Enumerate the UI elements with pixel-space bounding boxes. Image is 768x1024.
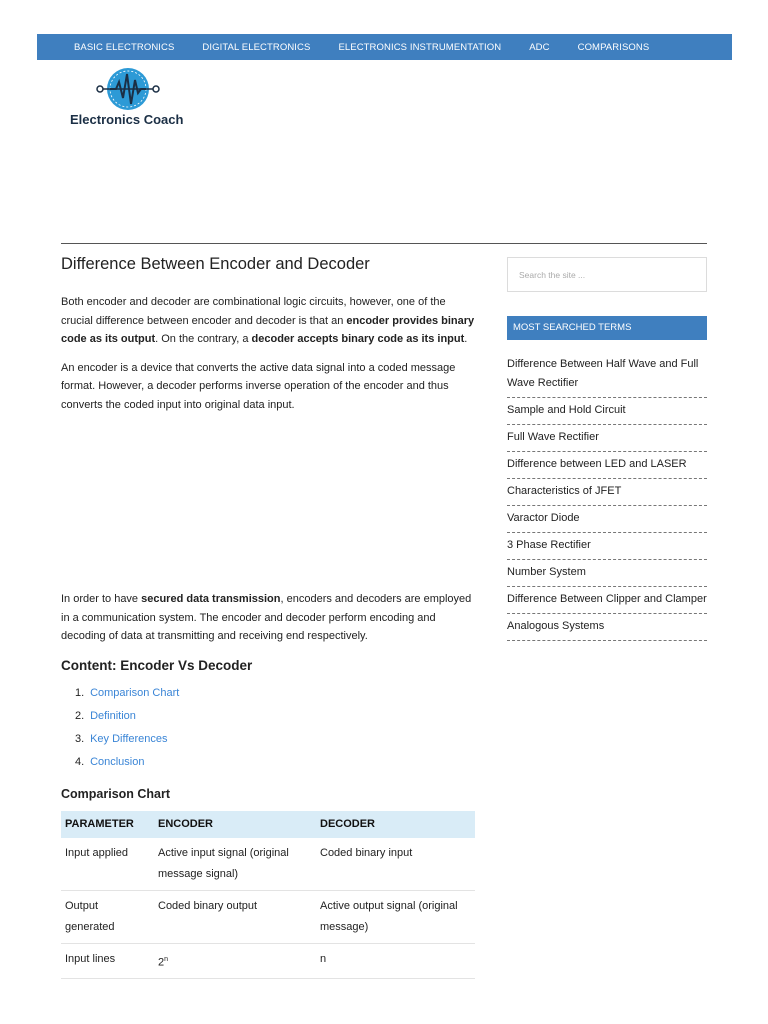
nav-item-electronics-instrumentation[interactable]: ELECTRONICS INSTRUMENTATION	[338, 41, 502, 53]
table-cell: Output generated	[61, 890, 154, 943]
nav-item-basic-electronics[interactable]: BASIC ELECTRONICS	[74, 41, 175, 53]
table-cell: Active input signal (original message signal)	[154, 838, 316, 891]
toc-item: 1. Comparison Chart	[75, 686, 180, 699]
table-header-row	[61, 811, 475, 838]
sidebar-term-link[interactable]: 3 Phase Rectifier	[507, 533, 707, 560]
table-of-contents	[61, 682, 475, 775]
content-heading: Content: Encoder Vs Decoder	[61, 657, 253, 673]
toc-item: 2. Definition	[75, 709, 136, 722]
toc-link-key-differences[interactable]: Key Differences	[90, 733, 168, 746]
ad-space	[61, 424, 475, 590]
table-row	[61, 838, 475, 891]
header-divider	[61, 243, 707, 244]
table-row	[61, 943, 475, 979]
comparison-chart-heading: Comparison Chart	[61, 786, 171, 801]
definition-paragraph: An encoder is a device that converts the active data signal into a coded message format. However, a decoder performs inverse operation of the encoder and thus converts the coded input into original data input.	[61, 361, 456, 411]
table-cell: Coded binary input	[316, 838, 475, 891]
header-encoder: ENCODER	[154, 811, 316, 838]
nav-item-adc[interactable]: ADC	[529, 41, 550, 53]
article-content	[61, 254, 475, 979]
sidebar-term-link[interactable]: Full Wave Rectifier	[507, 425, 707, 452]
toc-item: 4. Conclusion	[75, 756, 145, 769]
table-cell: Active output signal (original message)	[316, 890, 475, 943]
comparison-table	[61, 811, 475, 980]
sidebar-term-link[interactable]: Difference between LED and LASER	[507, 452, 707, 479]
sidebar-term-link[interactable]: Sample and Hold Circuit	[507, 398, 707, 425]
table-cell: 2$^n$	[154, 943, 316, 979]
sidebar-term-link[interactable]: Analogous Systems	[507, 614, 707, 641]
toc-link-comparison-chart[interactable]: Comparison Chart	[90, 686, 180, 699]
top-navigation	[37, 34, 732, 60]
table-cell: Coded binary output	[154, 890, 316, 943]
page-title: Difference Between Encoder and Decoder	[61, 255, 370, 273]
table-row	[61, 890, 475, 943]
toc-item: 3. Key Differences	[75, 733, 168, 746]
intro-paragraph: Both encoder and decoder are combinational logic circuits, however, one of the crucial difference between encoder and decoder is that an encoder provides binary code as its output. On the contrary, a decoder accepts binary code as its input.	[61, 296, 475, 345]
toc-link-definition[interactable]: Definition	[90, 709, 136, 722]
most-searched-terms-list	[507, 352, 707, 641]
sidebar-term-link[interactable]: Difference Between Clipper and Clamper	[507, 587, 707, 614]
superscript-n: n	[164, 955, 169, 963]
waveform-circuit-logo-icon	[96, 66, 160, 112]
nav-item-digital-electronics[interactable]: DIGITAL ELECTRONICS	[202, 41, 311, 53]
header-decoder: DECODER	[316, 811, 475, 838]
sidebar-term-link[interactable]: Varactor Diode	[507, 506, 707, 533]
search-input[interactable]	[507, 257, 707, 292]
table-cell: n	[316, 943, 475, 979]
table-cell: Input lines	[61, 943, 154, 979]
transmission-paragraph: In order to have secured data transmission, encoders and decoders are employed in a communication system. The encoder and decoder perform encoding and decoding of data at transmitting and receiving end respectively.	[61, 593, 472, 642]
most-searched-terms-title: MOST SEARCHED TERMS	[507, 316, 707, 340]
site-logo[interactable]	[70, 66, 210, 130]
sidebar	[507, 257, 707, 641]
sidebar-term-link[interactable]: Difference Between Half Wave and Full Wave Rectifier	[507, 352, 707, 398]
nav-item-comparisons[interactable]: COMPARISONS	[577, 41, 650, 53]
sidebar-term-link[interactable]: Number System	[507, 560, 707, 587]
logo-text: Electronics Coach	[70, 112, 184, 127]
toc-link-conclusion[interactable]: Conclusion	[90, 756, 145, 769]
header-parameter: PARAMETER	[61, 811, 154, 838]
sidebar-term-link[interactable]: Characteristics of JFET	[507, 479, 707, 506]
table-cell: Input applied	[61, 838, 154, 891]
